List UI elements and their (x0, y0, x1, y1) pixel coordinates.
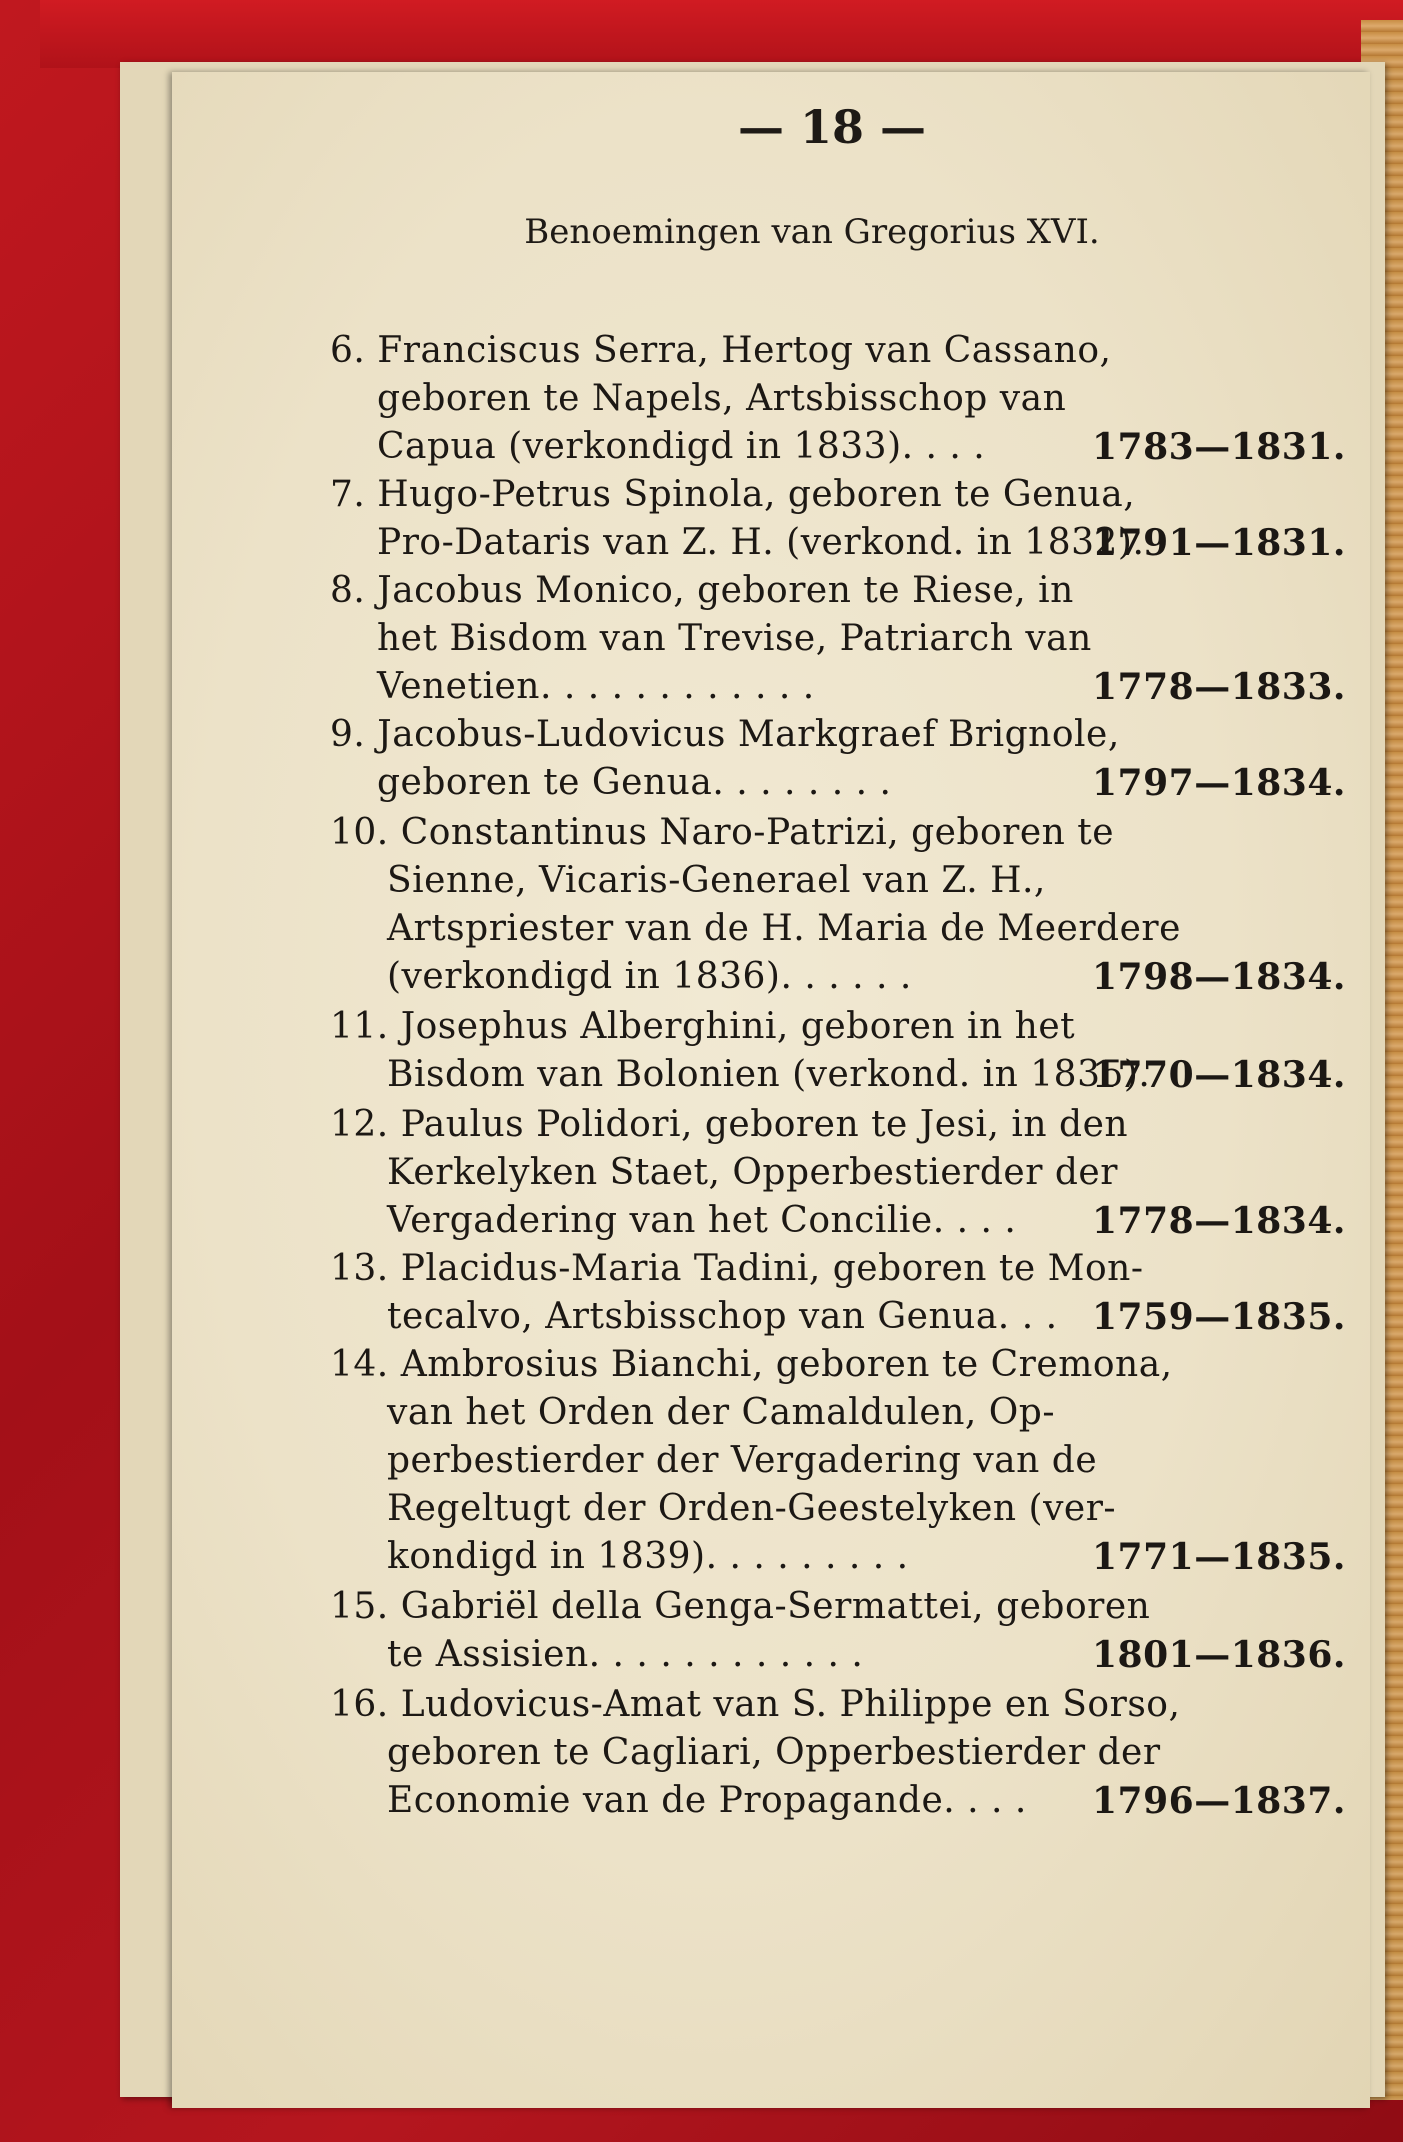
entry-line: Venetien. . . . . . . . . . . . (377, 666, 815, 707)
entry-line: van het Orden der Camaldulen, Op- (387, 1392, 1055, 1433)
entry-line: Vergadering van het Concilie. . . . (387, 1200, 1017, 1241)
entry-line: Capua (verkondigd in 1833). . . . (377, 426, 986, 467)
entry-dates: 1759—1835. (1092, 1296, 1346, 1338)
entry-dates: 1796—1837. (1092, 1780, 1346, 1822)
entry-dates: 1791—1831. (1092, 522, 1346, 564)
entry-dates: 1771—1835. (1092, 1536, 1346, 1578)
entry-line: Bisdom van Bolonien (verkond. in 1835). (387, 1054, 1151, 1095)
entry-line: Artspriester van de H. Maria de Meerdere (387, 908, 1181, 949)
cover-top-edge (40, 0, 1403, 68)
entry-dates: 1801—1836. (1092, 1634, 1346, 1676)
entry-line: 8. Jacobus Monico, geboren te Riese, in (330, 570, 1074, 611)
entry-line: (verkondigd in 1836). . . . . . (387, 956, 912, 997)
entry-line: Pro-Dataris van Z. H. (verkond. in 1832). (377, 522, 1145, 563)
entry-line: tecalvo, Artsbisschop van Genua. . . (387, 1296, 1058, 1337)
entry-line: het Bisdom van Trevise, Patriarch van (377, 618, 1092, 659)
entry-dates: 1797—1834. (1092, 762, 1346, 804)
entry-line: geboren te Napels, Artsbisschop van (377, 378, 1067, 419)
entry-line: te Assisien. . . . . . . . . . . . (387, 1634, 864, 1675)
entry-line: 7. Hugo-Petrus Spinola, geboren te Genua, (330, 474, 1136, 515)
entry-dates: 1798—1834. (1092, 956, 1346, 998)
entry-dates: 1778—1833. (1092, 666, 1346, 708)
entry-line: 12. Paulus Polidori, geboren te Jesi, in den (330, 1104, 1129, 1145)
entry-line: 16. Ludovicus-Amat van S. Philippe en Sorso, (330, 1684, 1181, 1725)
running-head: Benoemingen van Gregorius XVI. (524, 212, 1100, 252)
entry-line: kondigd in 1839). . . . . . . . . (387, 1536, 909, 1577)
entry-dates: 1778—1834. (1092, 1200, 1346, 1242)
entry-line: geboren te Cagliari, Opperbestierder der (387, 1732, 1161, 1773)
entry-line: Economie van de Propagande. . . . (387, 1780, 1027, 1821)
entry-line: 13. Placidus-Maria Tadini, geboren te Mon- (330, 1248, 1144, 1289)
entry-line: Sienne, Vicaris-Generael van Z. H., (387, 860, 1046, 901)
entry-dates: 1770—1834. (1092, 1054, 1346, 1096)
entry-line: 9. Jacobus-Ludovicus Markgraef Brignole, (330, 714, 1120, 755)
entry-line: 11. Josephus Alberghini, geboren in het (330, 1006, 1076, 1047)
entry-line: 10. Constantinus Naro-Patrizi, geboren te (330, 812, 1115, 853)
entry-line: 15. Gabriël della Genga-Sermattei, geboren (330, 1586, 1151, 1627)
entry-line: Kerkelyken Staet, Opperbestierder der (387, 1152, 1118, 1193)
entry-line: 14. Ambrosius Bianchi, geboren te Cremona, (330, 1344, 1173, 1385)
entry-dates: 1783—1831. (1092, 426, 1346, 468)
entry-line: Regeltugt der Orden-Geestelyken (ver- (387, 1488, 1117, 1529)
entry-line: 6. Franciscus Serra, Hertog van Cassano, (330, 330, 1112, 371)
book-page (172, 72, 1370, 2108)
entry-line: perbestierder der Vergadering van de (387, 1440, 1098, 1481)
entry-line: geboren te Genua. . . . . . . . (377, 762, 892, 803)
page-number: — 18 — (737, 100, 927, 154)
entry-list (172, 72, 1370, 2108)
